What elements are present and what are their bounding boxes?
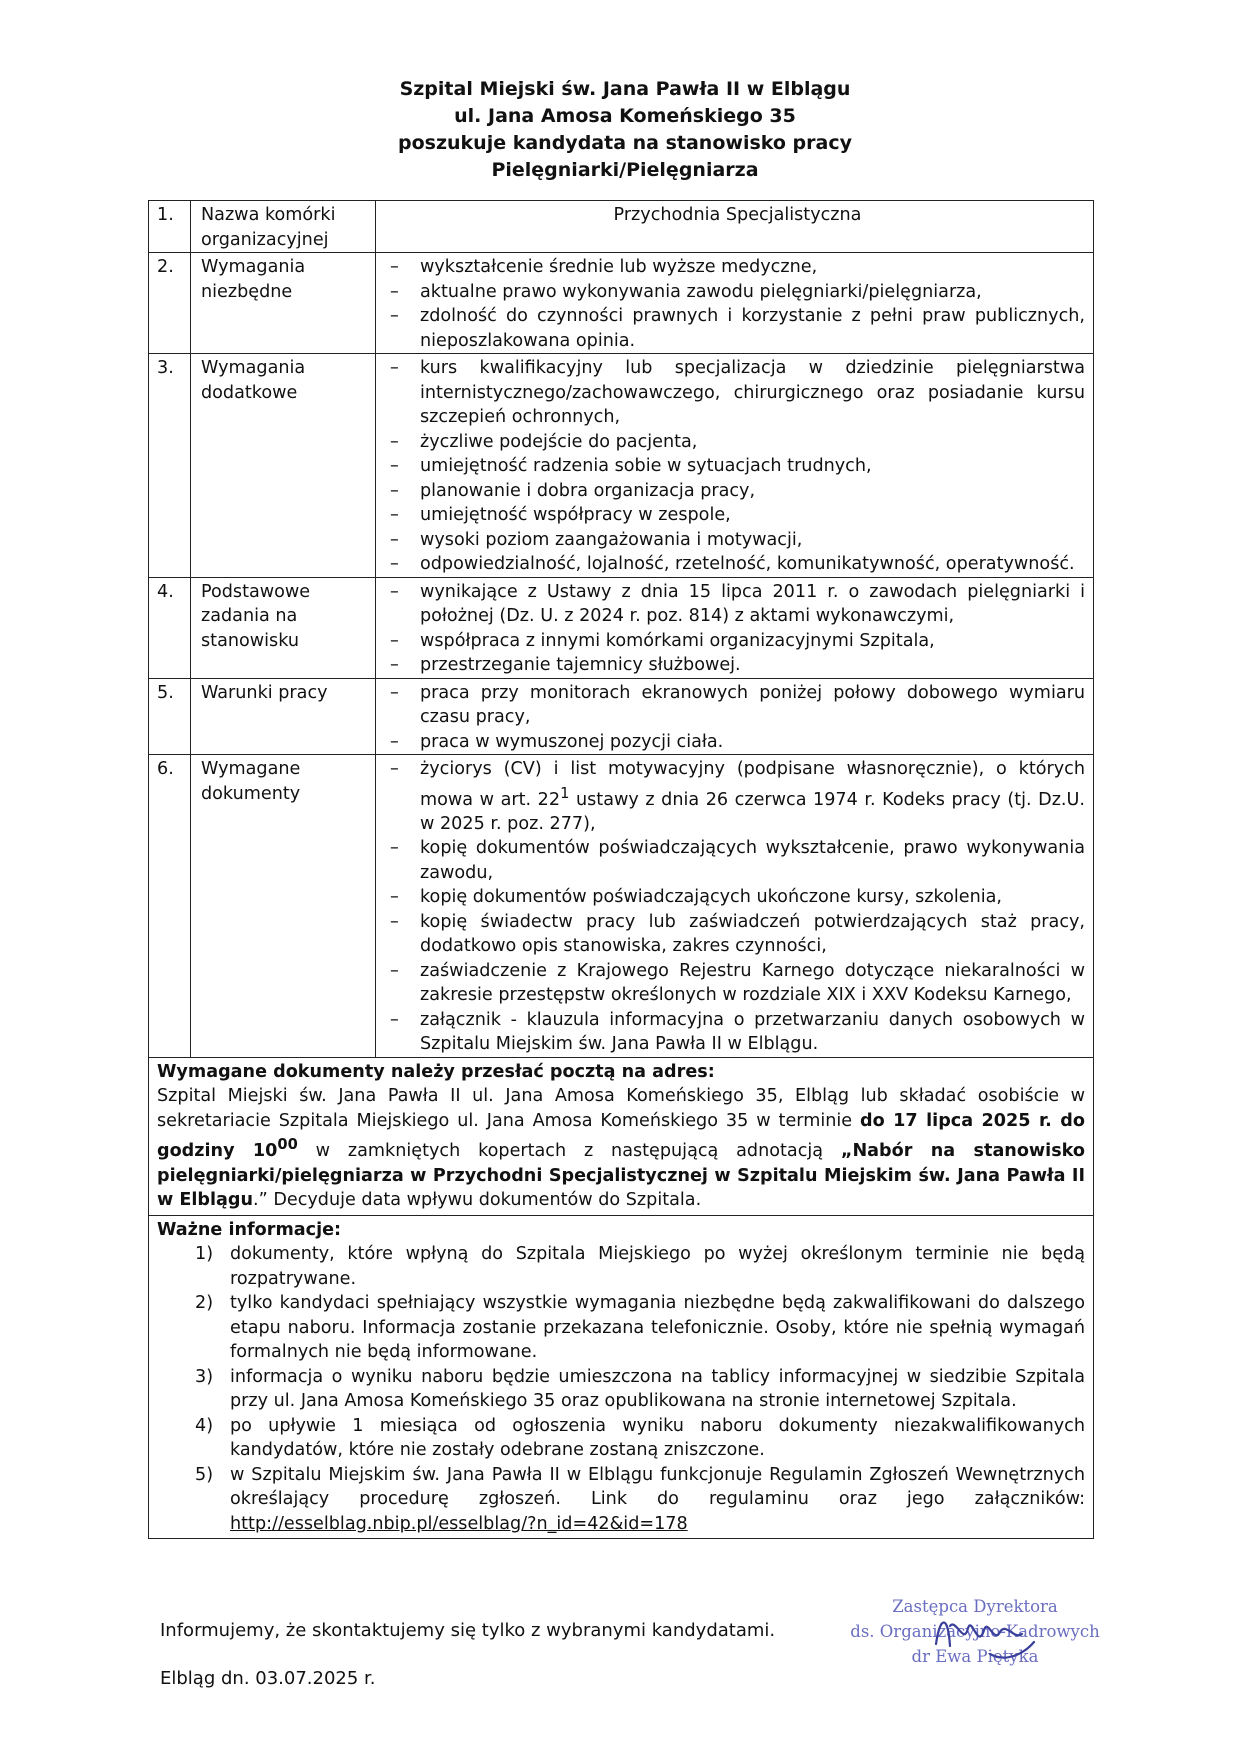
row-number: 1. [149, 201, 191, 253]
hospital-name: Szpital Miejski św. Jana Pawła II w Elblągu [399, 78, 851, 100]
submission-text [157, 1084, 1085, 1212]
deadline: do 17 lipca 2025 r. do godziny 10 [157, 1110, 1085, 1162]
stamp-name: dr Ewa Piętyka [911, 1647, 1039, 1666]
submission-text-1: Szpital Miejski św. Jana Pawła II ul. Jana Amosa Komeńskiego 35, Elbląg lub składać osobiście w sekretariacie Szpitala Miejskiego ul. Jana Amosa Komeńskiego 35 w terminie [157, 1086, 1085, 1131]
list-item: – załącznik - klauzula informacyjna o przetwarzaniu danych osobowych w Szpitalu Miejskim św. Jana Pawła II w Elblągu. [390, 1008, 1085, 1057]
item-number: 1) [195, 1244, 214, 1265]
cv-text-after: ustawy z dnia 26 czerwca 1974 r. Kodeks pracy (tj. Dz.U. w 2025 r. poz. 277), [420, 789, 1085, 834]
list-item: – umiejętność radzenia sobie w sytuacjach trudnych, [390, 454, 1085, 479]
place-date: Elbląg dn. 03.07.2025 r. [160, 1668, 376, 1689]
list-item: – zdolność do czynności prawnych i korzystanie z pełni praw publicznych, nieposzlakowana opinia. [390, 304, 1085, 353]
document-header [0, 76, 1240, 184]
list-item: – umiejętność współpracy w zespole, [390, 503, 1085, 528]
contact-note: Informujemy, że skontaktujemy się tylko z wybranymi kandydatami. [160, 1620, 776, 1641]
row-label: Wymagania niezbędne [191, 253, 376, 354]
item-text: tylko kandydaci spełniający wszystkie wymagania niezbędne będą zakwalifikowani do dalszego etapu naboru. Informacja zostanie przekazana telefonicznie. Osoby, które nie spełnią wymagań formalnych nie będą informowane. [230, 1293, 1085, 1363]
row-label: Warunki pracy [191, 678, 376, 755]
list-item: – praca w wymuszonej pozycji ciała. [390, 730, 1085, 755]
table-row [149, 755, 1094, 1058]
info-cell [149, 1215, 1094, 1539]
row-content [376, 678, 1094, 755]
article-superscript: 1 [560, 784, 570, 802]
submission-row [149, 1057, 1094, 1215]
envelope-annotation: „Nabór na stanowisko pielęgniarki/pielęgniarza w Przychodni Specjalistycznej w Szpitalu Miejskim św. Jana Pawła II w Elblągu [157, 1141, 1085, 1211]
item-text: informacja o wyniku naboru będzie umieszczona na tablicy informacyjnej w siedzibie Szpitala przy ul. Jana Amosa Komeńskiego 35 oraz opublikowana na stronie internetowej Szpitala. [230, 1366, 1085, 1412]
item-number: 2) [195, 1293, 214, 1314]
row-content [376, 354, 1094, 578]
row-label: Wymagane dokumenty [191, 755, 376, 1058]
row-label: Wymagania dodatkowe [191, 354, 376, 578]
item-text: po upływie 1 miesiąca od ogłoszenia wyniku naboru dokumenty niezakwalifikowanych kandydatów, które nie zostały odebrane zostaną zniszczone. [230, 1415, 1085, 1461]
info-row [149, 1215, 1094, 1539]
signature-stamp [845, 1594, 1105, 1669]
list-item: – kopię świadectw pracy lub zaświadczeń potwierdzających staż pracy, dodatkowo opis stanowiska, zakres czynności, [390, 910, 1085, 959]
stamp-department: ds. Organizacyjno-Kadrowych [850, 1622, 1100, 1641]
cv-text-before: życiorys (CV) i list motywacyjny (podpisane własnoręcznie), o których mowa w art. 22 [420, 759, 1085, 810]
info-list [157, 1242, 1085, 1536]
handwritten-signature [930, 1606, 1040, 1666]
list-item [157, 1414, 1085, 1463]
info-heading: Ważne informacje: [157, 1219, 342, 1240]
list-item [157, 1242, 1085, 1291]
vacancy-intro: poszukuje kandydata na stanowisko pracy [398, 132, 852, 154]
list-item: – aktualne prawo wykonywania zawodu pielęgniarki/pielęgniarza, [390, 280, 1085, 305]
row-number: 4. [149, 577, 191, 678]
list-item: – wykształcenie średnie lub wyższe medyczne, [390, 255, 1085, 280]
row-content [376, 253, 1094, 354]
row-content [376, 577, 1094, 678]
row-label: Nazwa komórki organizacyjnej [191, 201, 376, 253]
list-item: – przestrzeganie tajemnicy służbowej. [390, 653, 1085, 678]
list-item: – odpowiedzialność, lojalność, rzetelność, komunikatywność, operatywność. [390, 552, 1085, 577]
row-label: Podstawowe zadania na stanowisku [191, 577, 376, 678]
regulation-link[interactable]: http://esselblag.nbip.pl/esselblag/?n_id=42&id=178 [230, 1513, 688, 1534]
list-item: – życzliwe podejście do pacjenta, [390, 430, 1085, 455]
table-row [149, 577, 1094, 678]
stamp-title: Zastępca Dyrektora [892, 1597, 1058, 1616]
submission-text-3: .” Decyduje data wpływu dokumentów do Szpitala. [253, 1190, 702, 1211]
row-number: 2. [149, 253, 191, 354]
list-item: – wysoki poziom zaangażowania i motywacji, [390, 528, 1085, 553]
list-item: – kurs kwalifikacyjny lub specjalizacja w dziedzinie pielęgniarstwa internistycznego/zachowawczego, chirurgicznego oraz posiadanie kursu szczepień ochronnych, [390, 356, 1085, 430]
deadline-minutes: 00 [277, 1136, 298, 1154]
list-item: – kopię dokumentów poświadczających ukończone kursy, szkolenia, [390, 885, 1085, 910]
row-number: 3. [149, 354, 191, 578]
table-row [149, 678, 1094, 755]
item-number: 5) [195, 1464, 214, 1485]
item-number: 4) [195, 1415, 214, 1436]
item-text: w Szpitalu Miejskim św. Jana Pawła II w Elblągu funkcjonuje Regulamin Zgłoszeń Wewnętrznych określający procedurę zgłoszeń. Link do regulaminu oraz jego załączników: [230, 1464, 1085, 1510]
list-item [157, 1291, 1085, 1365]
row-content [376, 755, 1094, 1058]
list-item: – kopię dokumentów poświadczających wykształcenie, prawo wykonywania zawodu, [390, 836, 1085, 885]
table-row [149, 253, 1094, 354]
table-row [149, 354, 1094, 578]
requirements-table [148, 200, 1094, 1539]
position-title: Pielęgniarki/Pielęgniarza [491, 159, 759, 181]
hospital-address: ul. Jana Amosa Komeńskiego 35 [454, 105, 796, 127]
list-item: – zaświadczenie z Krajowego Rejestru Karnego dotyczące niekaralności w zakresie przestępstw określonych w rozdziale XIX i XXV Kodeksu Karnego, [390, 959, 1085, 1008]
submission-cell [149, 1057, 1094, 1215]
item-text: dokumenty, które wpłyną do Szpitala Miejskiego po wyżej określonym terminie nie będą rozpatrywane. [230, 1244, 1085, 1289]
item-number: 3) [195, 1366, 214, 1387]
list-item: – wynikające z Ustawy z dnia 15 lipca 2011 r. o zawodach pielęgniarki i położnej (Dz. U. z 2024 r. poz. 814) z aktami wykonawczymi, [390, 580, 1085, 629]
list-item [390, 757, 1085, 836]
row-number: 5. [149, 678, 191, 755]
list-item: – współpraca z innymi komórkami organizacyjnymi Szpitala, [390, 629, 1085, 654]
list-item [157, 1365, 1085, 1414]
list-item: – praca przy monitorach ekranowych poniżej połowy dobowego wymiaru czasu pracy, [390, 681, 1085, 730]
submission-text-2: w zamkniętych kopertach z następującą adnotacją [297, 1141, 841, 1162]
row-content: Przychodnia Specjalistyczna [376, 201, 1094, 253]
submission-heading: Wymagane dokumenty należy przesłać pocztą na adres: [157, 1061, 715, 1082]
list-item: – planowanie i dobra organizacja pracy, [390, 479, 1085, 504]
table-row [149, 201, 1094, 253]
row-number: 6. [149, 755, 191, 1058]
list-item [157, 1463, 1085, 1537]
